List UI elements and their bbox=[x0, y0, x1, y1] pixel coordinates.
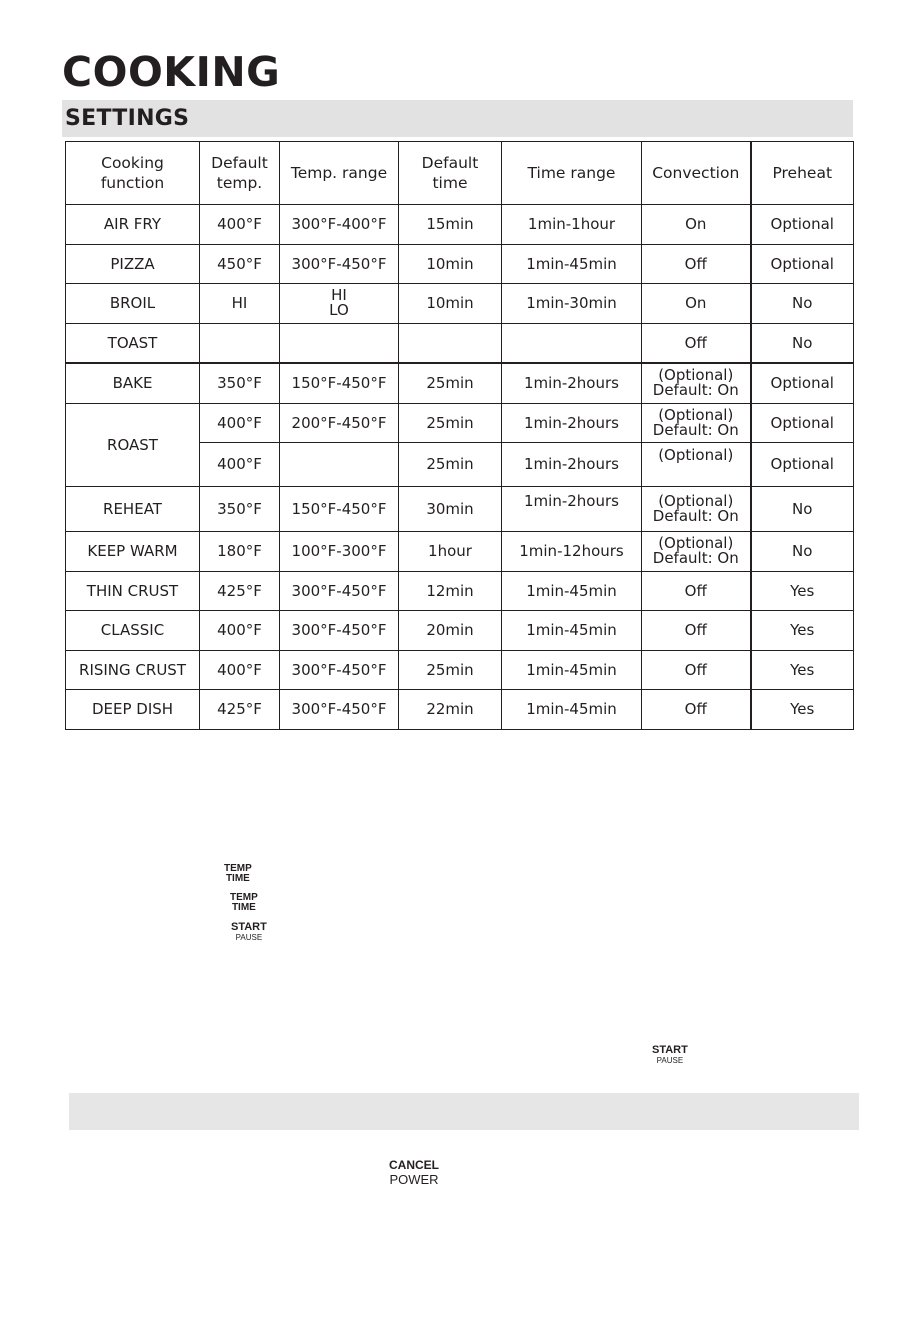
header-default-time: Default time bbox=[399, 142, 502, 205]
cell-temp: 450°F bbox=[200, 244, 280, 284]
settings-section-bar bbox=[62, 100, 853, 137]
header-default-temp: Default temp. bbox=[200, 142, 280, 205]
cell-temp-range: 200°F-450°F bbox=[280, 403, 399, 443]
cell-time: 22min bbox=[399, 690, 502, 730]
cell-time: 20min bbox=[399, 611, 502, 651]
cell-time-range: 1min-1hour bbox=[502, 205, 642, 245]
table-row bbox=[66, 690, 854, 730]
cell-temp: 400°F bbox=[200, 443, 280, 487]
cell-temp: 400°F bbox=[200, 205, 280, 245]
cell-preheat: Yes bbox=[751, 650, 854, 690]
cell-preheat: No bbox=[751, 323, 854, 363]
table-row bbox=[66, 284, 854, 324]
cell-temp: 425°F bbox=[200, 690, 280, 730]
cell-time: 25min bbox=[399, 403, 502, 443]
cell-convection: (Optional) Default: On bbox=[642, 363, 751, 403]
cell-preheat: No bbox=[751, 284, 854, 324]
cell-time-range: 1min-45min bbox=[502, 571, 642, 611]
temp-time-icon: TEMP TIME bbox=[224, 863, 252, 884]
cell-preheat: Yes bbox=[751, 690, 854, 730]
cell-time-range: 1min-45min bbox=[502, 611, 642, 651]
cell-temp-range: 300°F-450°F bbox=[280, 650, 399, 690]
cell-convection: Off bbox=[642, 323, 751, 363]
cell-preheat: No bbox=[751, 532, 854, 572]
table-row bbox=[66, 532, 854, 572]
cell-temp-range bbox=[280, 443, 399, 487]
cell-function: REHEAT bbox=[66, 486, 200, 532]
cell-temp-range: 300°F-450°F bbox=[280, 244, 399, 284]
table-row bbox=[66, 205, 854, 245]
cell-time: 30min bbox=[399, 486, 502, 532]
header-preheat: Preheat bbox=[751, 142, 854, 205]
cell-convection: On bbox=[642, 205, 751, 245]
cell-function: PIZZA bbox=[66, 244, 200, 284]
cell-time-range: 1min-2hours bbox=[502, 363, 642, 403]
cell-time-range: 1min-2hours bbox=[502, 403, 642, 443]
cell-temp-range: 150°F-450°F bbox=[280, 486, 399, 532]
cell-temp: 400°F bbox=[200, 403, 280, 443]
cell-convection: Off bbox=[642, 611, 751, 651]
cell-temp-range: HI LO bbox=[280, 284, 399, 324]
header-convection: Convection bbox=[642, 142, 751, 205]
cell-preheat: Optional bbox=[751, 363, 854, 403]
cell-function: DEEP DISH bbox=[66, 690, 200, 730]
cell-temp-range: 300°F-400°F bbox=[280, 205, 399, 245]
start-pause-icon: START PAUSE bbox=[652, 1044, 688, 1065]
cell-temp-range: 150°F-450°F bbox=[280, 363, 399, 403]
table-row bbox=[66, 571, 854, 611]
table-row bbox=[66, 323, 854, 363]
cell-preheat: Optional bbox=[751, 403, 854, 443]
cell-function: AIR FRY bbox=[66, 205, 200, 245]
table-row bbox=[66, 403, 854, 443]
cell-time-range: 1min-45min bbox=[502, 650, 642, 690]
table-row bbox=[66, 611, 854, 651]
cell-time: 10min bbox=[399, 244, 502, 284]
table-header-row bbox=[66, 142, 854, 205]
cell-time-range: 1min-2hours bbox=[502, 486, 642, 532]
cell-convection: Off bbox=[642, 650, 751, 690]
cell-temp-range: 300°F-450°F bbox=[280, 571, 399, 611]
cell-convection: Off bbox=[642, 571, 751, 611]
start-pause-icon: START PAUSE bbox=[231, 921, 267, 942]
cell-convection: Off bbox=[642, 244, 751, 284]
cell-temp: 400°F bbox=[200, 611, 280, 651]
cell-temp-range: 300°F-450°F bbox=[280, 690, 399, 730]
header-cooking-function: Cooking function bbox=[66, 142, 200, 205]
cell-time-range: 1min-30min bbox=[502, 284, 642, 324]
cell-temp: HI bbox=[200, 284, 280, 324]
cell-temp-range: 300°F-450°F bbox=[280, 611, 399, 651]
temp-time-icon: TEMP TIME bbox=[230, 892, 258, 913]
cell-convection: (Optional) bbox=[642, 443, 751, 487]
cell-function: TOAST bbox=[66, 323, 200, 363]
cell-convection: On bbox=[642, 284, 751, 324]
cell-temp: 180°F bbox=[200, 532, 280, 572]
cell-time: 25min bbox=[399, 443, 502, 487]
cell-convection: (Optional) Default: On bbox=[642, 403, 751, 443]
header-temp-range: Temp. range bbox=[280, 142, 399, 205]
cell-function: BROIL bbox=[66, 284, 200, 324]
cell-preheat: No bbox=[751, 486, 854, 532]
cell-time-range: 1min-2hours bbox=[502, 443, 642, 487]
cell-time-range: 1min-45min bbox=[502, 690, 642, 730]
cell-function: THIN CRUST bbox=[66, 571, 200, 611]
cell-time: 12min bbox=[399, 571, 502, 611]
cell-preheat: Optional bbox=[751, 443, 854, 487]
cell-function: BAKE bbox=[66, 363, 200, 403]
page-title: COOKING bbox=[62, 48, 281, 96]
cell-preheat: Optional bbox=[751, 244, 854, 284]
table-row bbox=[66, 363, 854, 403]
table-row bbox=[66, 244, 854, 284]
table-row bbox=[66, 486, 854, 532]
cell-time-range: 1min-12hours bbox=[502, 532, 642, 572]
cell-temp bbox=[200, 323, 280, 363]
cell-convection: (Optional) Default: On bbox=[642, 486, 751, 532]
cell-temp-range: 100°F-300°F bbox=[280, 532, 399, 572]
cell-temp: 350°F bbox=[200, 486, 280, 532]
cell-temp: 350°F bbox=[200, 363, 280, 403]
cell-preheat: Yes bbox=[751, 611, 854, 651]
table-row bbox=[66, 650, 854, 690]
cell-time: 25min bbox=[399, 650, 502, 690]
section-title: SETTINGS bbox=[65, 106, 190, 131]
cell-function: CLASSIC bbox=[66, 611, 200, 651]
cell-time-range bbox=[502, 323, 642, 363]
cell-convection: Off bbox=[642, 690, 751, 730]
cell-temp: 400°F bbox=[200, 650, 280, 690]
header-time-range: Time range bbox=[502, 142, 642, 205]
cell-temp-range bbox=[280, 323, 399, 363]
cell-function: KEEP WARM bbox=[66, 532, 200, 572]
cell-time bbox=[399, 323, 502, 363]
cooking-settings-table bbox=[65, 141, 854, 730]
cell-time: 25min bbox=[399, 363, 502, 403]
cell-preheat: Yes bbox=[751, 571, 854, 611]
section-bar bbox=[69, 1093, 859, 1130]
cell-time-range: 1min-45min bbox=[502, 244, 642, 284]
cell-time: 15min bbox=[399, 205, 502, 245]
cell-function: ROAST bbox=[66, 403, 200, 486]
cancel-power-icon: CANCEL POWER bbox=[389, 1158, 439, 1187]
cell-convection: (Optional) Default: On bbox=[642, 532, 751, 572]
cell-function: RISING CRUST bbox=[66, 650, 200, 690]
cell-preheat: Optional bbox=[751, 205, 854, 245]
cell-time: 10min bbox=[399, 284, 502, 324]
cell-temp: 425°F bbox=[200, 571, 280, 611]
cell-time: 1hour bbox=[399, 532, 502, 572]
